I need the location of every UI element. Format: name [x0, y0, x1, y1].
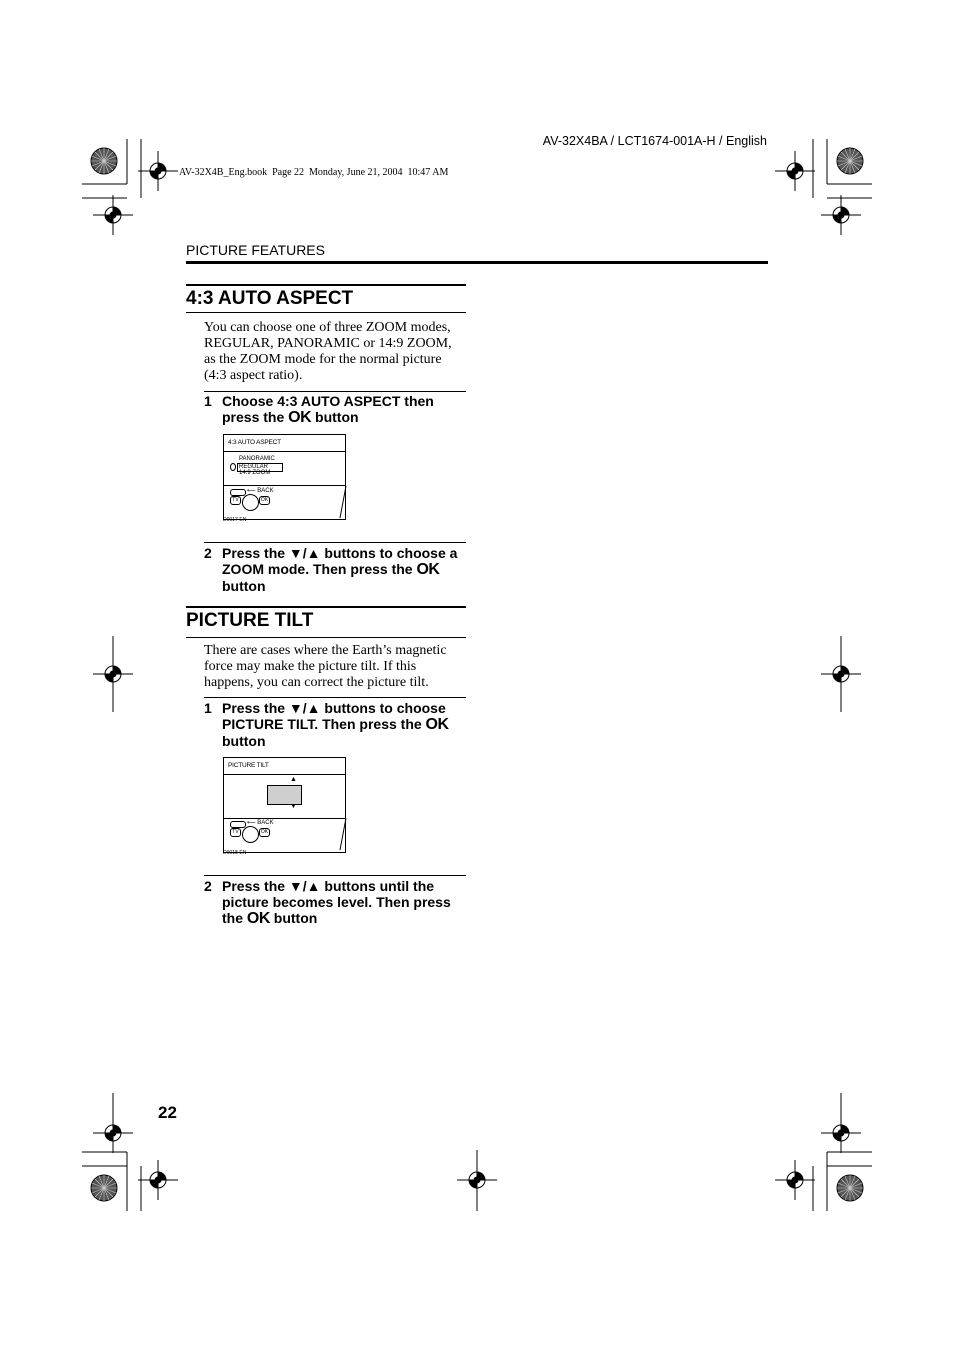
model-info: AV-32X4BA / LCT1674-001A-H / English — [542, 134, 767, 148]
step-text: Choose 4:3 AUTO ASPECT then press the OK button — [222, 393, 434, 426]
picture-tilt-step-2 — [204, 878, 466, 930]
step-text: Press the ▼/▲ buttons to choose a ZOOM mode. Then press the OK button — [222, 545, 458, 594]
down-arrow-icon: ▼ — [290, 803, 297, 810]
auto-aspect-title: 4:3 AUTO ASPECT — [186, 288, 354, 309]
step-number: 2 — [204, 545, 212, 561]
figure-code: D0017-EN — [223, 517, 247, 523]
ok-icon: OK — [288, 409, 312, 426]
tilt-level-box — [267, 785, 302, 805]
step-divider — [204, 875, 466, 876]
step-number: 2 — [204, 878, 212, 894]
ok-key-icon: OK — [260, 497, 269, 503]
menu-title: PICTURE TILT — [228, 762, 269, 769]
header-rule — [186, 261, 768, 264]
page-number: 22 — [158, 1103, 177, 1122]
auto-aspect-step-2 — [204, 545, 466, 597]
section-rule-bottom — [186, 312, 466, 313]
back-label: ⟵ BACK — [247, 488, 274, 494]
back-label: ⟵ BACK — [247, 820, 274, 826]
ok-key-icon: OK — [260, 829, 269, 835]
tv-key-icon: TV — [230, 496, 241, 505]
radio-icon — [230, 463, 236, 471]
section-rule-bottom — [186, 637, 466, 638]
step-divider — [204, 542, 466, 543]
menu-divider — [224, 451, 345, 452]
auto-aspect-menu-screen — [223, 434, 346, 520]
step-number: 1 — [204, 700, 212, 716]
screen-corner — [336, 816, 348, 852]
back-key-icon — [230, 489, 246, 496]
option-149-zoom: 14:9 ZOOM — [239, 470, 271, 476]
picture-tilt-menu-screen — [223, 757, 346, 853]
menu-title: 4:3 AUTO ASPECT — [228, 439, 281, 446]
back-key-icon — [230, 821, 246, 828]
section-rule-top — [186, 284, 466, 286]
menu-divider — [224, 485, 345, 486]
menu-divider — [224, 818, 345, 819]
option-regular: REGULAR — [237, 463, 283, 472]
book-stamp: AV-32X4B_Eng.book Page 22 Monday, June 21, 2004 10:47 AM — [179, 167, 449, 178]
section-rule-top — [186, 606, 466, 608]
ok-icon: OK — [425, 716, 449, 733]
picture-tilt-step-1 — [204, 700, 466, 752]
ok-icon: OK — [246, 910, 270, 927]
picture-tilt-intro: There are cases where the Earth’s magnetic force may make the picture tilt. If this happens, you can correct the picture tilt. — [204, 643, 447, 690]
ok-icon: OK — [416, 561, 440, 578]
menu-divider — [224, 774, 345, 775]
step-number: 1 — [204, 393, 212, 409]
dpad-icon — [242, 826, 259, 843]
picture-tilt-title: PICTURE TILT — [186, 610, 314, 631]
option-panoramic: PANORAMIC — [239, 456, 275, 462]
step-text: Press the ▼/▲ buttons to choose PICTURE TILT. Then press the OK button — [222, 700, 449, 749]
step-divider — [204, 697, 466, 698]
screen-corner — [336, 484, 348, 520]
step-text: Press the ▼/▲ buttons until the picture becomes level. Then press the OK button — [222, 878, 451, 927]
tv-key-icon: TV — [230, 828, 241, 837]
figure-code: D0018-EN — [223, 850, 247, 856]
section-header: PICTURE FEATURES — [186, 242, 325, 258]
dpad-icon — [242, 494, 259, 511]
step-divider — [204, 391, 466, 392]
auto-aspect-intro: You can choose one of three ZOOM modes, REGULAR, PANORAMIC or 14:9 ZOOM, as the ZOOM mode for the normal picture (4:3 aspect ratio). — [204, 320, 452, 383]
up-arrow-icon: ▲ — [290, 776, 297, 783]
auto-aspect-step-1 — [204, 393, 466, 429]
